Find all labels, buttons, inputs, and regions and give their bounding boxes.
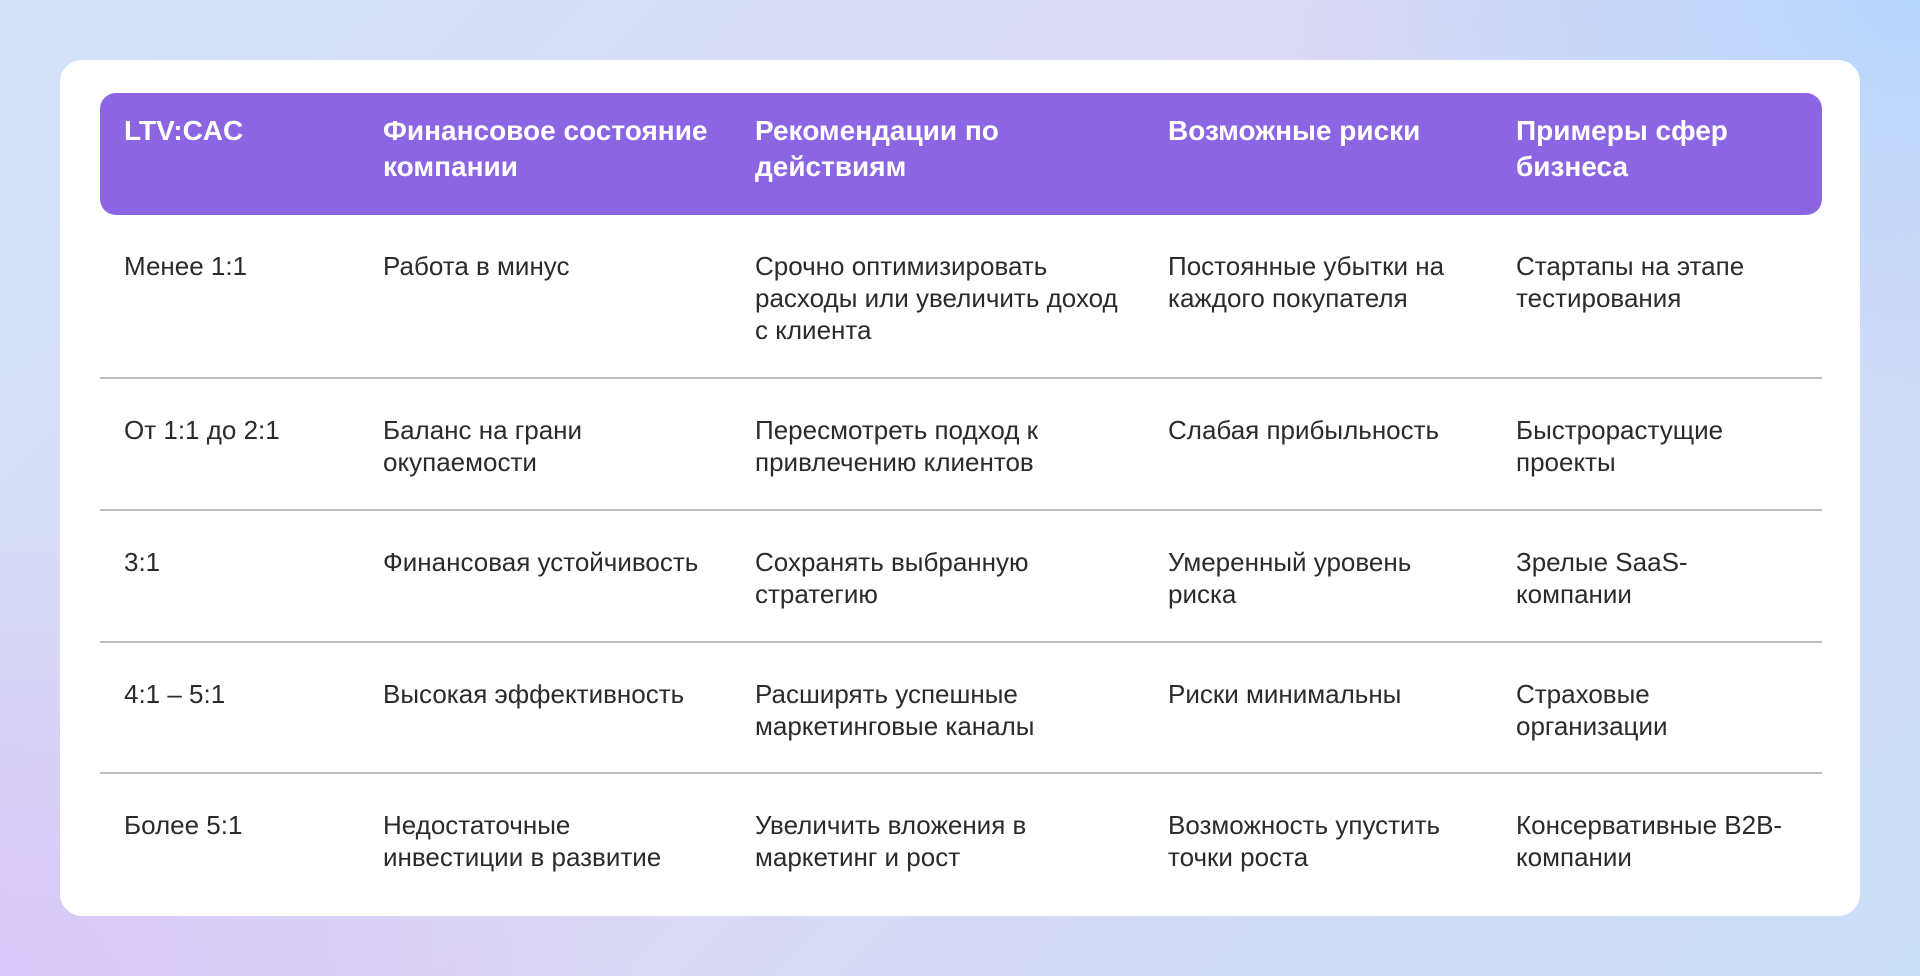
cell-recommendation: Пересмотреть подход к привлечению клиентов: [731, 378, 1144, 510]
cell-financial-state: Баланс на грани окупаемости: [359, 378, 731, 510]
cell-risk: Постоянные убытки на каждого покупателя: [1144, 215, 1492, 378]
cell-recommendation: Срочно оптимизировать расходы или увеличить доход с клиента: [731, 215, 1144, 378]
table-row: [100, 773, 1822, 913]
table-row: [100, 215, 1822, 378]
cell-recommendation: Увеличить вложения в маркетинг и рост: [755, 810, 1027, 872]
cell-ratio: 4:1 – 5:1: [100, 642, 359, 773]
table-header-row: [100, 93, 1822, 215]
header-ltv-cac: LTV:CAC: [124, 115, 244, 146]
cell-risk: Возможность упустить точки роста: [1168, 810, 1441, 872]
cell-ratio: Более 5:1: [124, 810, 243, 840]
cell-risk: Риски минимальны: [1144, 642, 1492, 773]
table-row: [100, 642, 1822, 773]
table-card: [60, 60, 1860, 916]
cell-ratio: От 1:1 до 2:1: [100, 378, 359, 510]
header-business-examples: Примеры сфер бизнеса: [1516, 115, 1728, 182]
header-recommendations: Рекомендации по действиям: [755, 115, 999, 182]
cell-business-example: Зрелые SaaS-компании: [1492, 510, 1822, 642]
cell-ratio: Менее 1:1: [100, 215, 359, 378]
cell-financial-state: Высокая эффективность: [359, 642, 731, 773]
cell-business-example: Быстрорастущие проекты: [1492, 378, 1822, 510]
table-row: [100, 378, 1822, 510]
cell-recommendation: Сохранять выбранную стратегию: [731, 510, 1144, 642]
cell-financial-state: Недостаточные инвестиции в развитие: [383, 810, 662, 872]
cell-business-example: Консервативные B2B-компании: [1516, 810, 1783, 872]
table-row: [100, 510, 1822, 642]
cell-risk: Слабая прибыльность: [1144, 378, 1492, 510]
cell-financial-state: Работа в минус: [359, 215, 731, 378]
ltv-cac-table: [100, 93, 1822, 913]
cell-business-example: Страховые организации: [1492, 642, 1822, 773]
cell-risk: Умеренный уровень риска: [1144, 510, 1492, 642]
header-financial-state: Финансовое состояние компании: [383, 115, 708, 182]
cell-recommendation: Расширять успешные маркетинговые каналы: [731, 642, 1144, 773]
header-risks: Возможные риски: [1168, 115, 1421, 146]
cell-business-example: Стартапы на этапе тестирования: [1492, 215, 1822, 378]
cell-ratio: 3:1: [100, 510, 359, 642]
cell-financial-state: Финансовая устойчивость: [359, 510, 731, 642]
